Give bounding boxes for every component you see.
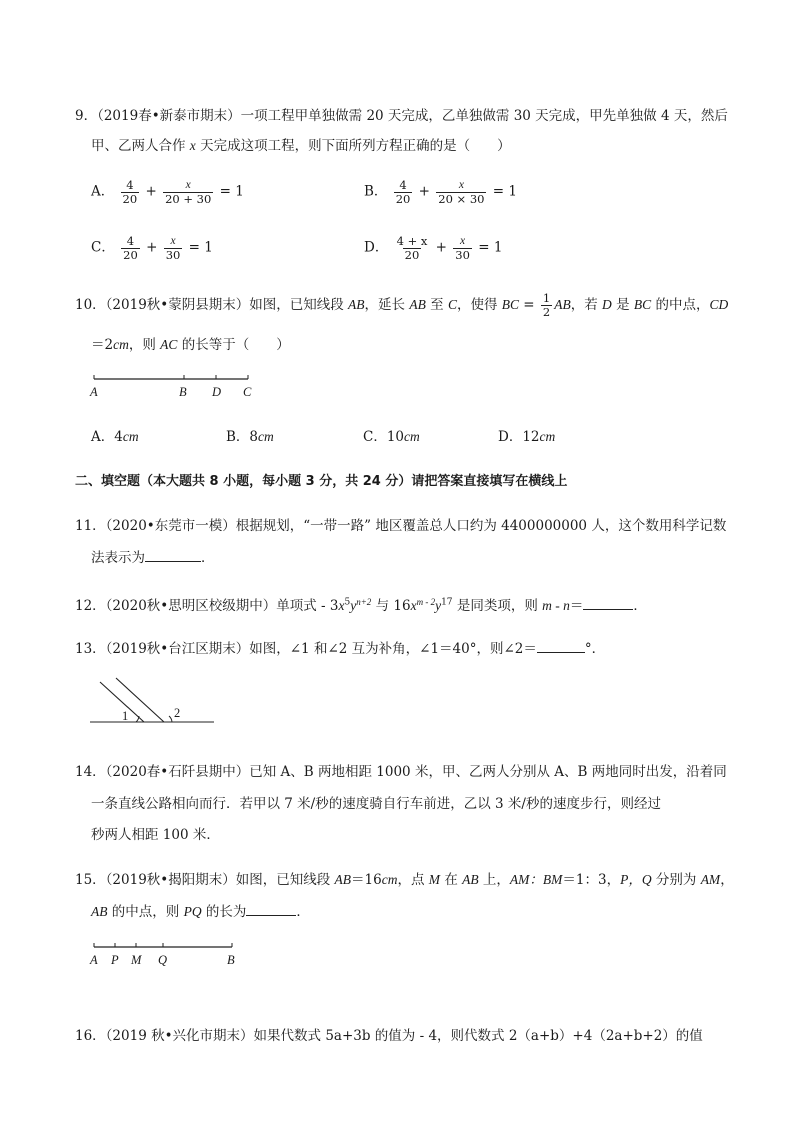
q10-line1: 10．（2019秋•蒙阴县期末）如图，已知线段 AB，延长 AB 至 C，使得 BC = $\frac{1}{2}$ AB，若 D 是 BC 的中点，CD xyxy=(75,291,729,319)
answer-blank[interactable] xyxy=(145,549,201,562)
fraction: $\frac{4}{20}$ xyxy=(395,177,411,206)
angle-1-label: 1 xyxy=(122,709,129,723)
q10-option-b[interactable]: B．8cm xyxy=(226,429,274,445)
q13-angle-figure xyxy=(88,676,218,726)
angle-2-label: 2 xyxy=(174,706,181,720)
q10-option-a[interactable]: A．4cm xyxy=(91,429,139,445)
q15-segment-figure xyxy=(88,938,248,970)
q10-segment-figure xyxy=(88,370,268,402)
label-c: C xyxy=(243,385,252,399)
label-a: A xyxy=(90,385,98,399)
q14-line2: 一条直线公路相向而行．若甲以 7 米/秒的速度骑自行车前进，乙以 3 米/秒的速度步行，则经过 xyxy=(91,796,661,812)
q9-option-d[interactable]: D． $\frac{4 + x}{20}$ + $\frac{x}{30}$ = 1 xyxy=(364,233,503,262)
q9-option-b[interactable]: B． $\frac{4}{20}$ + $\frac{x}{20 \times 30}$ = 1 xyxy=(364,177,517,206)
answer-blank[interactable] xyxy=(583,597,633,610)
label-q: Q xyxy=(158,953,168,967)
q9-option-c[interactable]: C． $\frac{4}{20}$ + $\frac{x}{30}$ = 1 xyxy=(91,233,213,262)
fraction: $\frac{x}{20 + 30}$ xyxy=(165,179,212,206)
q11-line2: 法表示为 ． xyxy=(91,550,215,566)
q9-option-a[interactable]: A． $\frac{4}{20}$ + $\frac{x}{20 + 30}$ = 1 xyxy=(91,177,244,206)
answer-blank[interactable] xyxy=(537,640,585,653)
q15-line1: 15．（2019秋•揭阳期末）如图，已知线段 AB＝16cm，点 M 在 AB 上，AM：BM＝1：3，P，Q 分别为 AM， xyxy=(75,872,734,888)
fraction-one-half: $\frac{1}{2}$ xyxy=(542,291,551,319)
q9-line2: 甲、乙两人合作 x 天完成这项工程，则下面所列方程正确的是（ ） xyxy=(91,138,511,154)
q13-line: 13．（2019秋•台江区期末）如图，∠1 和∠2 互为补角，∠1＝40°，则∠2＝ °． xyxy=(75,641,606,657)
q16-line1: 16．（2019 秋•兴化市期末）如果代数式 5a+3b 的值为 - 4，则代数式 2（a+b）+4（2a+b+2）的值 xyxy=(75,1028,703,1044)
fraction: $\frac{x}{20 \times 30}$ xyxy=(438,179,485,206)
label-b: B xyxy=(179,385,187,399)
q10-option-c[interactable]: C．10cm xyxy=(363,429,420,445)
label-b: B xyxy=(227,953,235,967)
label-p: P xyxy=(111,953,119,967)
q11-line1: 11．（2020•东莞市一模）根据规划，“一带一路” 地区覆盖总人口约为 4400000000 人，这个数用科学记数 xyxy=(75,518,727,534)
angle-1-arc xyxy=(136,716,139,722)
q12-line: 12．（2020秋•思明区校级期中）单项式 - $3x^5y^{n+2}$ 与 $16x^{m - 2}y^{17}$ 是同类项，则 m - n＝ ． xyxy=(75,596,647,614)
label-m: M xyxy=(131,953,142,967)
q10-line2: ＝2cm，则 AC 的长等于（ ） xyxy=(91,337,290,353)
q15-line2: AB 的中点，则 PQ 的长为 ． xyxy=(91,904,310,920)
q9-line1: 9．（2019春•新泰市期末）一项工程甲单独做需 20 天完成，乙单独做需 30 天完成，甲先单独做 4 天，然后 xyxy=(75,108,728,124)
section-heading: 二、填空题（本大题共 8 小题，每小题 3 分，共 24 分）请把答案直接填写在横线上 xyxy=(75,474,568,489)
q10-option-d[interactable]: D．12cm xyxy=(498,429,556,445)
fraction: $\frac{x}{30}$ xyxy=(165,235,181,262)
fraction: $\frac{4 + x}{20}$ xyxy=(396,233,428,262)
fraction: $\frac{4}{20}$ xyxy=(122,177,138,206)
q14-line3: 秒两人相距 100 米． xyxy=(91,827,220,843)
answer-blank[interactable] xyxy=(246,903,296,916)
label-a: A xyxy=(90,953,98,967)
fraction: $\frac{4}{20}$ xyxy=(123,233,138,262)
fraction: $\frac{x}{30}$ xyxy=(455,235,470,262)
label-d: D xyxy=(212,385,222,399)
angle-2-arc xyxy=(169,716,172,722)
q14-line1: 14．（2020春•石阡县期中）已知 A、B 两地相距 1000 米，甲、乙两人分别从 A、B 两地同时出发，沿着同 xyxy=(75,764,727,780)
